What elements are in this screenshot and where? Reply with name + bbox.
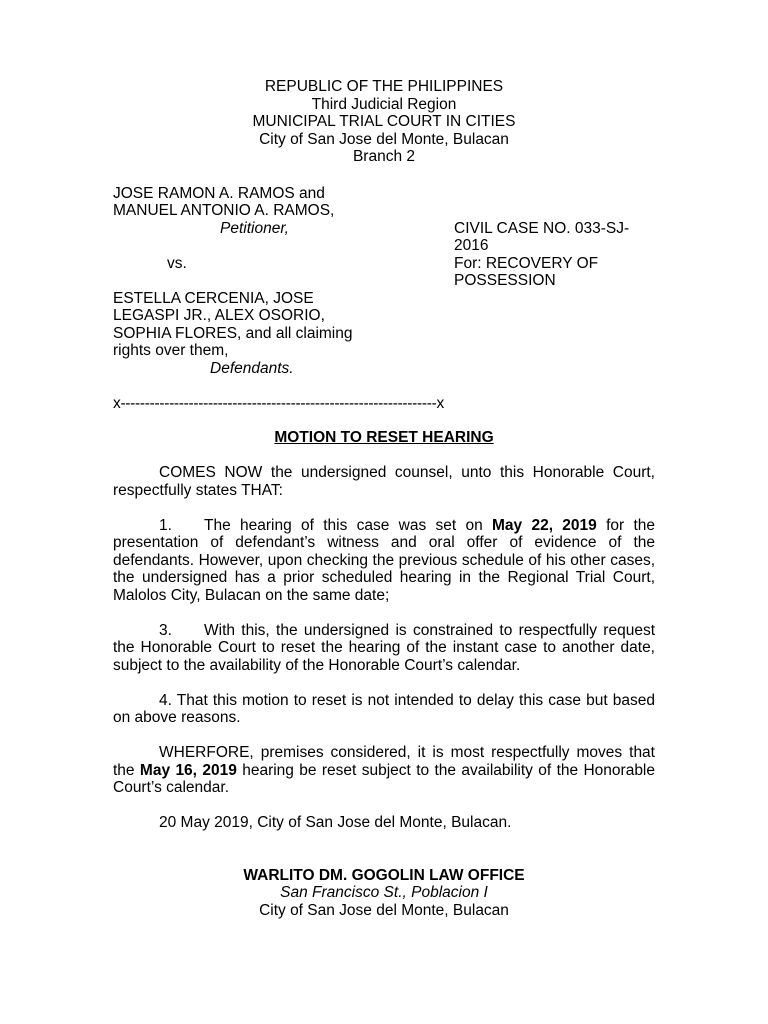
case-number-1: CIVIL CASE NO. 033-SJ- xyxy=(454,219,630,237)
header-branch: Branch 2 xyxy=(352,148,416,165)
paragraph-1-number: 1. xyxy=(159,516,172,534)
date-place-line: 20 May 2019, City of San Jose del Monte, Bulacan. xyxy=(159,814,512,831)
defendants-name-1: ESTELLA CERCENIA, JOSE xyxy=(113,289,314,307)
paragraph-4: 4. That this motion to reset is not intended to delay this case but based on above reasons. xyxy=(113,691,655,726)
defendants-name-2: LEGASPI JR., ALEX OSORIO, xyxy=(113,307,325,324)
signature-block xyxy=(113,867,655,920)
caption-separator: x-----------------------------------------------------------------x xyxy=(113,394,444,412)
document-page xyxy=(113,78,655,919)
petitioner-name-1: JOSE RAMON A. RAMOS and xyxy=(113,184,325,202)
reset-date: May 16, 2019 xyxy=(139,761,237,779)
wherefore-text-a: WHERFORE, premises considered, it is most respectfully moves that the xyxy=(113,744,655,779)
paragraph-3 xyxy=(113,622,655,675)
hearing-date: May 22, 2019 xyxy=(492,516,597,534)
motion-title: MOTION TO RESET HEARING xyxy=(274,429,494,446)
petitioner-role: Petitioner, xyxy=(220,219,289,237)
case-number-2: 2016 xyxy=(454,237,489,254)
paragraph-3-text: With this, the undersigned is constrained to respectfully request the Honorable Court to reset the hearing of the instant case to another date, subject to the availability of the Honorable Court’s calendar. xyxy=(113,621,655,674)
paragraph-3-number: 3. xyxy=(159,621,172,639)
case-caption xyxy=(113,185,655,395)
paragraph-1 xyxy=(113,517,655,605)
case-nature-1: For: RECOVERY OF xyxy=(454,254,599,272)
paragraph-1-text-a: The hearing of this case was set on xyxy=(204,516,493,534)
case-info-block xyxy=(454,220,659,290)
case-nature-2: POSSESSION xyxy=(454,272,556,289)
court-header xyxy=(113,78,655,166)
wherefore-paragraph xyxy=(113,744,655,797)
header-court: MUNICIPAL TRIAL COURT IN CITIES xyxy=(252,113,516,130)
parties-block xyxy=(113,185,413,378)
header-republic: REPUBLIC OF THE PHILIPPINES xyxy=(264,78,504,95)
petitioner-name-2: MANUEL ANTONIO A. RAMOS, xyxy=(113,202,335,219)
header-region: Third Judicial Region xyxy=(311,95,457,113)
versus-label: vs. xyxy=(167,254,187,272)
law-office-street: San Francisco St., Poblacion I xyxy=(280,884,488,901)
law-office-name: WARLITO DM. GOGOLIN LAW OFFICE xyxy=(243,866,525,884)
defendants-name-3: SOPHIA FLORES, and all claiming xyxy=(113,324,353,342)
defendants-role: Defendants. xyxy=(210,359,294,377)
wherefore-text-b: hearing be reset subject to the availability of the Honorable Court’s calendar. xyxy=(113,761,656,796)
paragraph-1-text-b: for the presentation of defendant’s witness and oral offer of evidence of the defendants. However, upon checking the previous schedule of his other cases, the undersigned has a prior scheduled hearing in the Regional Trial Court, Malolos City, Bulacan on the same date; xyxy=(113,516,655,604)
header-city: City of San Jose del Monte, Bulacan xyxy=(259,130,509,148)
defendants-name-4: rights over them, xyxy=(113,342,229,359)
law-office-city: City of San Jose del Monte, Bulacan xyxy=(259,901,509,919)
intro-paragraph: COMES NOW the undersigned counsel, unto this Honorable Court, respectfully states THAT: xyxy=(113,464,655,499)
